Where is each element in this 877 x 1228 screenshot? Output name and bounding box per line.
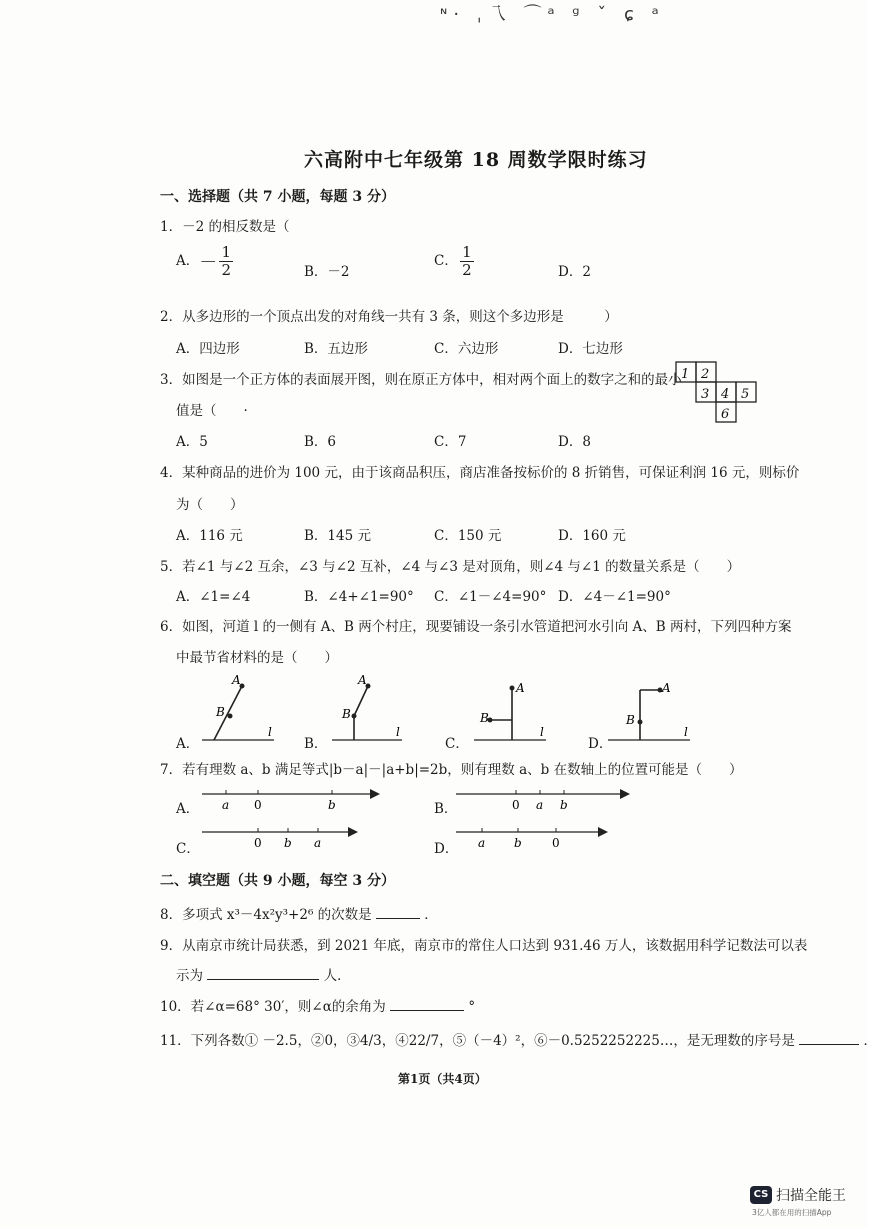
net-face-2: 2 (701, 367, 710, 382)
q1-a-fraction: $\frac{1}{2}$ (219, 244, 233, 279)
q1-option-a: A．－ $\frac{1}{2}$ (176, 244, 233, 279)
section-choice-heading: 一、选择题（共 7 小题，每题 3 分） (160, 189, 395, 205)
q6-stem-cont: 中最节省材料的是（ ） (176, 650, 338, 666)
q5-option-b: B．∠4+∠1=90° (304, 589, 414, 605)
q1-stem: 1．－2 的相反数是（ (160, 219, 290, 235)
svg-text:a: a (536, 798, 544, 812)
q4-stem-cont: 为（ ） (176, 497, 244, 513)
svg-text:0: 0 (512, 798, 520, 812)
svg-text:a: a (478, 836, 486, 850)
q1-option-d: D．2 (558, 264, 591, 280)
q6-figure-c (470, 670, 560, 750)
page-footer: 第1页（共4页） (398, 1072, 487, 1086)
svg-text:B: B (480, 711, 489, 725)
net-face-3: 3 (701, 387, 710, 402)
q6-option-c: C． (445, 736, 469, 752)
q8-answer-blank[interactable] (376, 904, 420, 919)
q8: 8．多项式 x³－4x²y³+2⁶ 的次数是 ． (160, 903, 438, 923)
camscanner-logo-icon: CS (750, 1186, 772, 1204)
q6-figure-a (196, 670, 286, 750)
q4-stem: 4．某种商品的进价为 100 元，由于该商品积压，商店准备按标价的 8 折销售，可保证利润 16 元，则标价 (160, 465, 800, 481)
svg-text:0: 0 (254, 798, 262, 812)
svg-text:B: B (342, 707, 351, 721)
q7-option-d: D． (434, 841, 459, 857)
q9-cont: 示为 人． (176, 964, 351, 984)
q5-option-d: D．∠4－∠1=90° (558, 589, 671, 605)
q6-figure-b (326, 670, 416, 750)
q6-option-b: B． (304, 736, 328, 752)
q7-numberline-b (450, 782, 640, 812)
q3-stem-cont: 值是（ · (176, 403, 248, 419)
q3-option-d: D．8 (558, 434, 591, 450)
q9-stem: 9．从南京市统计局获悉，到 2021 年底，南京市的常住人口达到 931.46 万人，该数据用科学记数法可以表 (160, 938, 808, 954)
svg-text:b: b (560, 798, 568, 812)
svg-text:0: 0 (552, 836, 560, 850)
q7-option-a: A． (176, 801, 200, 817)
q3-option-b: B．6 (304, 434, 337, 450)
q3-option-a: A．5 (176, 434, 208, 450)
section-fill-heading: 二、填空题（共 9 小题，每空 3 分） (160, 873, 395, 889)
svg-text:B: B (626, 713, 635, 727)
q11: 11．下列各数① －2.5，②0，③4/3，④22/7，⑤（－4）²，⑥－0.5252252225…，是无理数的序号是 ． (160, 1029, 877, 1049)
q7-option-c: C． (176, 841, 200, 857)
q5-option-c: C．∠1－∠4=90° (434, 589, 547, 605)
q4-option-b: B．145 元 (304, 528, 371, 544)
q2-option-c: C．六边形 (434, 341, 499, 357)
svg-text:0: 0 (254, 836, 262, 850)
net-face-6: 6 (721, 407, 730, 422)
q7-stem: 7．若有理数 a、b 满足等式|b－a|－|a+b|=2b，则有理数 a、b 在数轴上的位置可能是（ ） (160, 762, 743, 778)
q7-numberline-d (450, 820, 620, 850)
svg-text:a: a (314, 836, 322, 850)
q6-option-a: A． (176, 736, 200, 752)
q6-figure-d (604, 670, 699, 750)
net-face-1: 1 (681, 367, 690, 382)
q5-option-a: A．∠1=∠4 (176, 589, 251, 605)
cube-net-figure (672, 358, 772, 432)
svg-text:A: A (232, 673, 241, 687)
svg-text:l: l (396, 725, 400, 739)
svg-text:b: b (328, 798, 336, 812)
q2-stem: 2．从多边形的一个顶点出发的对角线一共有 3 条，则这个多边形是 ） (160, 309, 618, 325)
q7-numberline-c (196, 820, 366, 850)
q4-option-a: A．116 元 (176, 528, 243, 544)
q2-option-d: D．七边形 (558, 341, 623, 357)
q10-answer-blank[interactable] (390, 996, 464, 1011)
watermark-subtitle: 3亿人都在用的扫描App (752, 1208, 832, 1217)
q4-option-d: D．160 元 (558, 528, 626, 544)
q1-c-fraction: $\frac{1}{2}$ (460, 244, 474, 279)
net-face-4: 4 (721, 387, 730, 402)
scanner-watermark (746, 1180, 866, 1224)
q1-option-c: C． $\frac{1}{2}$ (434, 244, 474, 279)
q5-stem: 5．若∠1 与∠2 互余，∠3 与∠2 互补，∠4 与∠3 是对顶角，则∠4 与∠1 的数量关系是（ ） (160, 559, 741, 575)
q3-option-c: C．7 (434, 434, 467, 450)
q1-option-b: B．－2 (304, 264, 350, 280)
header-scribble: ᶰ· ˌ乁 ⌒ᵃ ᵍ ˇ ɕ ᵃ (440, 4, 665, 25)
q7-numberline-a (196, 782, 386, 812)
watermark-name: 扫描全能王 (776, 1188, 846, 1204)
svg-text:A: A (516, 681, 525, 695)
q6-stem: 6．如图，河道 l 的一侧有 A、B 两个村庄，现要铺设一条引水管道把河水引向 A、B 两村，下列四种方案 (160, 619, 792, 635)
q4-option-c: C．150 元 (434, 528, 502, 544)
q7-option-b: B． (434, 801, 458, 817)
q10: 10．若∠α=68° 30′，则∠α的余角为 ° (160, 995, 475, 1015)
q6-option-d: D． (588, 736, 613, 752)
svg-text:a: a (222, 798, 230, 812)
q9-answer-blank[interactable] (207, 965, 319, 980)
q2-option-b: B．五边形 (304, 341, 368, 357)
svg-text:A: A (358, 673, 367, 687)
svg-text:B: B (216, 705, 225, 719)
q2-option-a: A．四边形 (176, 341, 240, 357)
svg-text:l: l (268, 725, 272, 739)
svg-text:l: l (540, 725, 544, 739)
svg-text:A: A (662, 681, 671, 695)
page-title: 六高附中七年级第 18 周数学限时练习 (304, 149, 648, 171)
svg-text:l: l (684, 725, 688, 739)
svg-text:b: b (514, 836, 522, 850)
q3-stem: 3．如图是一个正方体的表面展开图，则在原正方体中，相对两个面上的数字之和的最小 (160, 372, 682, 388)
net-face-5: 5 (741, 387, 750, 402)
svg-text:b: b (284, 836, 292, 850)
q11-answer-blank[interactable] (799, 1030, 859, 1045)
